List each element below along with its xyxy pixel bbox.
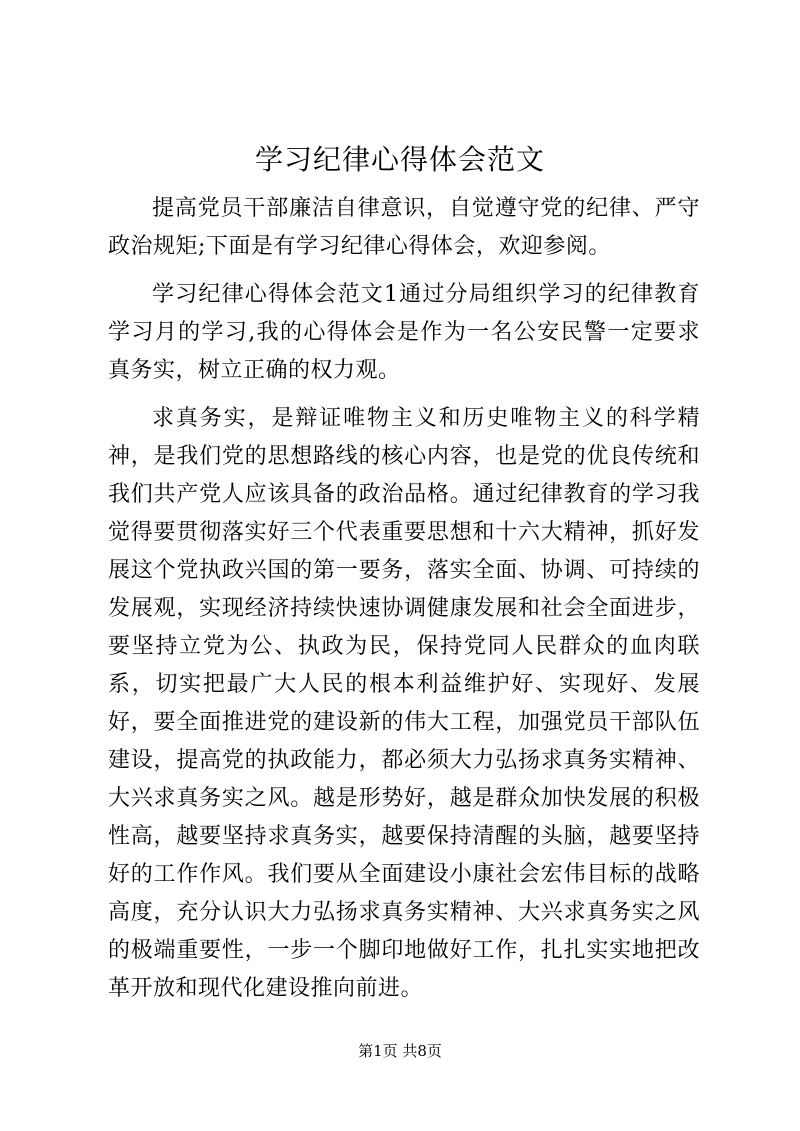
page-number-footer: 第1页 共8页: [358, 1042, 442, 1060]
document-body: [108, 190, 700, 1018]
paragraph-intro: 提高党员干部廉洁自律意识，自觉遵守党的纪律、严守政治规矩;下面是有学习纪律心得体会，欢迎参阅。: [108, 196, 700, 259]
document-title: 学习纪律心得体会范文: [254, 143, 545, 176]
paragraph-first-essay: 学习纪律心得体会范文1通过分局组织学习的纪律教育学习月的学习,我的心得体会是作为一名公安民警一定要求真务实，树立正确的权力观。: [108, 282, 700, 383]
paragraph-seek-truth: 求真务实，是辩证唯物主义和历史唯物主义的科学精神，是我们党的思想路线的核心内容，也是党的优良传统和我们共产党人应该具备的政治品格。通过纪律教育的学习我觉得要贯彻落实好三个代表重要思想和十六大精神，抓好发展这个党执政兴国的第一要务，落实全面、协调、可持续的发展观，实现经济持续快速协调健康发展和社会全面进步，要坚持立党为公、执政为民，保持党同人民群众的血肉联系，切实把最广大人民的根本利益维护好、实现好、发展好，要全面推进党的建设新的伟大工程，加强党员干部队伍建设，提高党的执政能力，都必须大力弘扬求真务实精神、大兴求真务实之风。越是形势好，越是群众加快发展的积极性高，越要坚持求真务实，越要保持清醒的头脑，越要坚持好的工作作风。我们要从全面建设小康社会宏伟目标的战略高度，充分认识大力弘扬求真务实精神、大兴求真务实之风的极端重要性，一步一个脚印地做好工作，扎扎实实地把改革开放和现代化建设推向前进。: [108, 406, 700, 1001]
